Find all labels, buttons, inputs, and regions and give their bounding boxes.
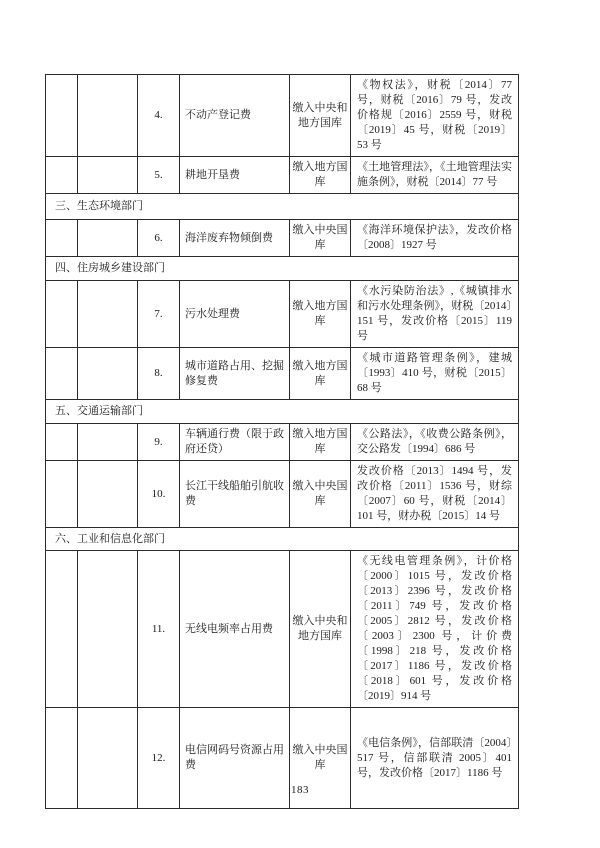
fee-table-row: [46, 75, 519, 157]
empty-cell-col2: [78, 75, 138, 157]
empty-cell-col1: [46, 551, 78, 708]
fee-number: 7.: [138, 281, 180, 348]
page-number: 183: [291, 784, 309, 796]
fee-number: 10.: [138, 461, 180, 528]
section-header-row: [46, 400, 519, 424]
empty-cell-col1: [46, 75, 78, 157]
legal-basis: 《公路法》，《收费公路条例》，交公路发〔1994〕686 号: [351, 424, 519, 461]
empty-cell-col1: [46, 348, 78, 400]
fee-table-row: [46, 424, 519, 461]
fee-name: 无线电频率占用费: [180, 551, 290, 708]
fee-table-row: [46, 281, 519, 348]
treasury-column: 缴入地方国库: [290, 157, 351, 194]
fee-table-row: [46, 157, 519, 194]
empty-cell-col1: [46, 220, 78, 257]
fee-table-row: [46, 551, 519, 708]
legal-basis: 发改价格〔2013〕1494 号，发改价格〔2011〕1536 号，财综〔2007〕60 号，财税〔2014〕101 号，财办税〔2015〕14 号: [351, 461, 519, 528]
treasury-column: 缴入地方国库: [290, 281, 351, 348]
fee-number: 8.: [138, 348, 180, 400]
empty-cell-col1: [46, 424, 78, 461]
fee-name: 长江干线船舶引航收费: [180, 461, 290, 528]
fee-name: 车辆通行费（限于政府还贷）: [180, 424, 290, 461]
treasury-column: 缴入地方国库: [290, 348, 351, 400]
empty-cell-col2: [78, 348, 138, 400]
empty-cell-col2: [78, 424, 138, 461]
legal-basis: 《物权法》，财税〔2014〕77 号，财税〔2016〕79 号，发改价格规〔2016〕2559 号，财税〔2019〕45 号，财税〔2019〕53 号: [351, 75, 519, 157]
fee-number: 5.: [138, 157, 180, 194]
legal-basis: 《海洋环境保护法》，发改价格〔2008〕1927 号: [351, 220, 519, 257]
section-header-label: 三、生态环境部门: [46, 194, 519, 220]
section-header-label: 六、工业和信息化部门: [46, 528, 519, 551]
fee-name: 海洋废弃物倾倒费: [180, 220, 290, 257]
legal-basis: 《电信条例》，信部联清〔2004〕517 号，信部联清 2005〕401 号，发改价格〔2017〕1186 号: [351, 708, 519, 809]
section-header-row: [46, 194, 519, 220]
fee-name: 电信网码号资源占用费: [180, 708, 290, 809]
section-header-row: [46, 528, 519, 551]
treasury-column: 缴入地方国库: [290, 424, 351, 461]
fee-name: 污水处理费: [180, 281, 290, 348]
fee-table-row: [46, 348, 519, 400]
treasury-column: 缴入中央和地方国库: [290, 75, 351, 157]
empty-cell-col2: [78, 220, 138, 257]
empty-cell-col2: [78, 461, 138, 528]
fee-number: 4.: [138, 75, 180, 157]
empty-cell-col2: [78, 157, 138, 194]
fee-number: 9.: [138, 424, 180, 461]
treasury-column: 缴入中央国库: [290, 220, 351, 257]
fee-number: 12.: [138, 708, 180, 809]
section-header-label: 五、交通运输部门: [46, 400, 519, 424]
treasury-column: 缴入中央和地方国库: [290, 551, 351, 708]
legal-basis: 《无线电管理条例》，计价格〔2000〕1015 号，发改价格〔2013〕2396 号，发改价格〔2011〕749 号，发改价格〔2005〕2812 号，发改价格〔2003〕2300 号，计价费〔1998〕218 号，发改价格〔2017〕1186 号，发改价格〔2018〕601 号，发改价格〔2019〕914 号: [351, 551, 519, 708]
empty-cell-col1: [46, 157, 78, 194]
fee-table-body: [46, 75, 519, 809]
section-header-label: 四、住房城乡建设部门: [46, 257, 519, 281]
section-header-row: [46, 257, 519, 281]
fee-name: 耕地开垦费: [180, 157, 290, 194]
fee-table-row: [46, 220, 519, 257]
legal-basis: 《土地管理法》，《土地管理法实施条例》，财税〔2014〕77 号: [351, 157, 519, 194]
legal-basis: 《城市道路管理条例》，建城〔1993〕410 号，财税〔2015〕68 号: [351, 348, 519, 400]
treasury-column: 缴入中央国库: [290, 461, 351, 528]
fee-name: 城市道路占用、挖掘修复费: [180, 348, 290, 400]
fee-number: 6.: [138, 220, 180, 257]
empty-cell-col2: [78, 551, 138, 708]
empty-cell-col2: [78, 281, 138, 348]
fee-number: 11.: [138, 551, 180, 708]
empty-cell-col1: [46, 461, 78, 528]
treasury-column: 缴入中央国库: [290, 708, 351, 809]
fee-table-row: [46, 461, 519, 528]
fee-schedule-table: [45, 74, 519, 809]
empty-cell-col1: [46, 281, 78, 348]
legal-basis: 《水污染防治法》,《城镇排水和污水处理条例》，财税〔2014〕151 号，发改价格〔2015〕119 号: [351, 281, 519, 348]
fee-name: 不动产登记费: [180, 75, 290, 157]
